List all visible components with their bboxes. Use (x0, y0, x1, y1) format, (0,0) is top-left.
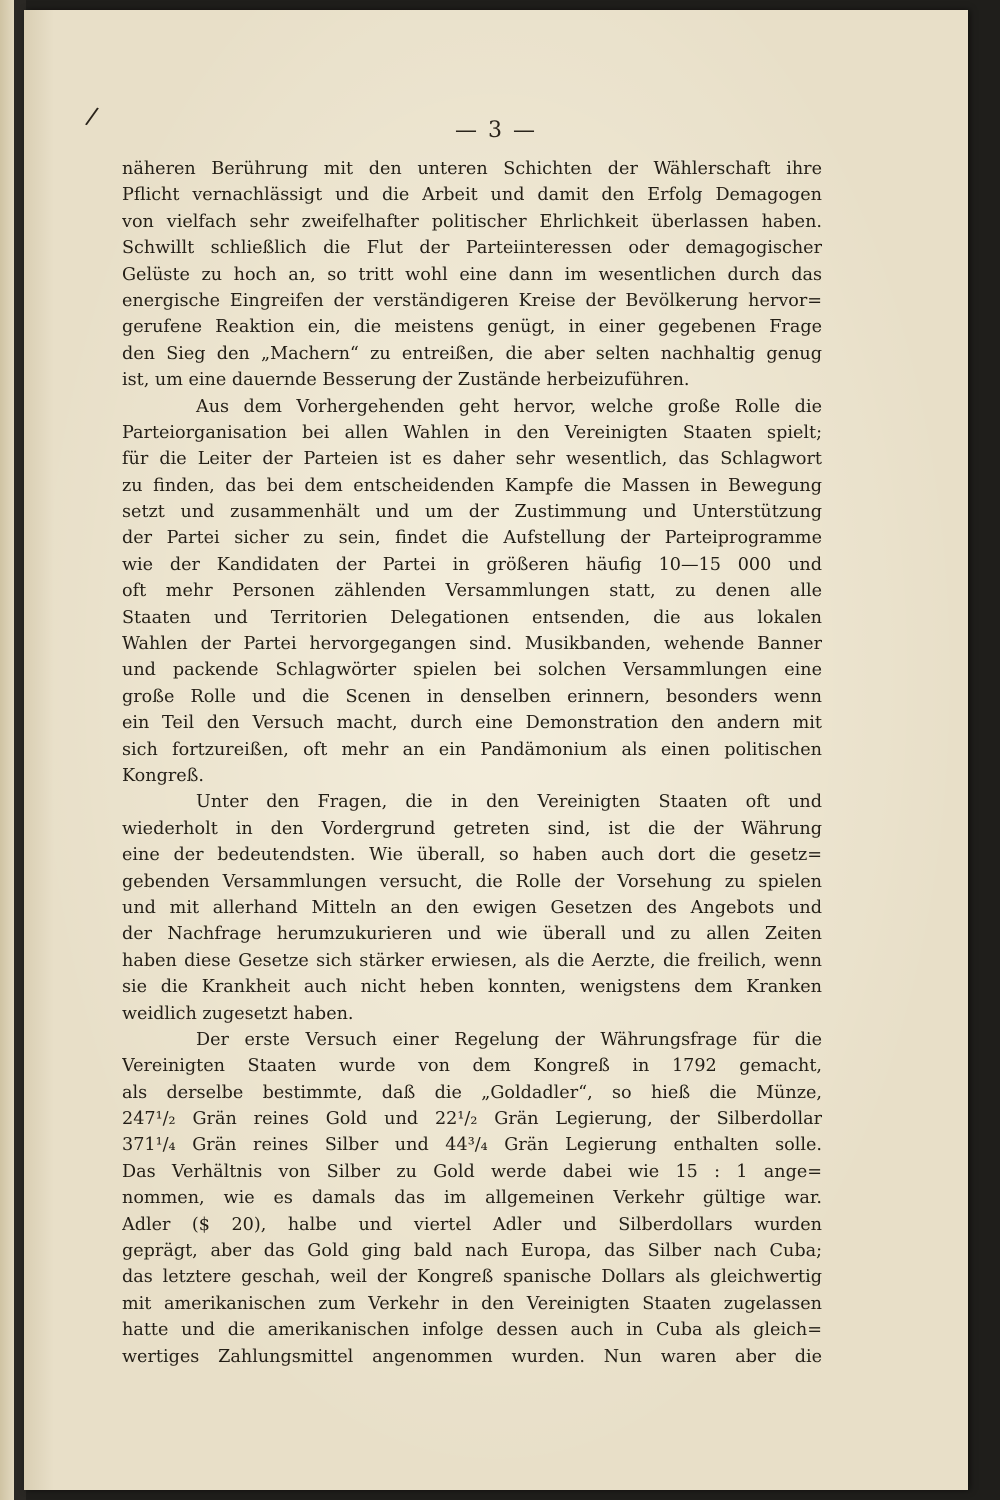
text-line: eine der bedeutendsten. Wie überall, so haben auch dort die gesetz= (122, 845, 822, 866)
text-line: Aus dem Vorhergehenden geht hervor, welche große Rolle die (196, 396, 822, 417)
body-text (122, 156, 822, 1370)
text-line: Schwillt schließlich die Flut der Parteiinteressen oder demagogischer (122, 238, 822, 259)
text-line: wiederholt in den Vordergrund getreten sind, ist die der Währung (122, 818, 822, 839)
text-line: große Rolle und die Scenen in denselben erinnern, besonders wenn (122, 686, 822, 707)
text-line: energische Eingreifen der verständigeren Kreise der Bevölkerung hervor= (122, 290, 822, 311)
text-line: gerufene Reaktion ein, die meistens genügt, in einer gegebenen Frage (122, 317, 822, 338)
text-line: oft mehr Personen zählenden Versammlungen statt, zu denen alle (122, 581, 822, 602)
text-line: Vereinigten Staaten wurde von dem Kongreß in 1792 gemacht, (122, 1056, 822, 1077)
text-line: mit amerikanischen zum Verkehr in den Vereinigten Staaten zugelassen (122, 1293, 822, 1314)
text-line: Kongreß. (122, 765, 205, 786)
text-line: Wahlen der Partei hervorgegangen sind. Musikbanden, wehende Banner (122, 634, 822, 655)
paragraph-2 (122, 394, 822, 790)
text-line: und packende Schlagwörter spielen bei solchen Versammlungen eine (122, 660, 822, 681)
text-line: weidlich zugesetzt haben. (122, 1003, 354, 1024)
text-line: Staaten und Territorien Delegationen entsenden, die aus lokalen (122, 607, 822, 628)
text-line: als derselbe bestimmte, daß die „Goldadler“, so hieß die Münze, (122, 1082, 822, 1103)
text-line: ein Teil den Versuch macht, durch eine Demonstration den andern mit (122, 713, 822, 734)
text-line: das letztere geschah, weil der Kongreß spanische Dollars als gleichwertig (122, 1267, 822, 1288)
text-line: haben diese Gesetze sich stärker erwiesen, als die Aerzte, die freilich, wenn (122, 950, 822, 971)
text-line: setzt und zusammenhält und um der Zustimmung und Unterstützung (122, 502, 822, 523)
text-line: Pflicht vernachlässigt und die Arbeit und damit den Erfolg Demagogen (122, 185, 822, 206)
text-line: von vielfach sehr zweifelhafter politischer Ehrlichkeit überlassen haben. (122, 211, 822, 232)
text-line: der Nachfrage herumzukurieren und wie überall und zu allen Zeiten (122, 924, 822, 945)
text-line: wertiges Zahlungsmittel angenommen wurden. Nun waren aber die (122, 1346, 822, 1367)
text-line: und mit allerhand Mitteln an den ewigen Gesetzen des Angebots und (122, 897, 822, 918)
text-line: Der erste Versuch einer Regelung der Währungsfrage für die (196, 1029, 822, 1050)
text-line: Parteiorganisation bei allen Wahlen in den Vereinigten Staaten spielt; (122, 422, 822, 443)
text-line: Adler ($ 20), halbe und viertel Adler und Silberdollars wurden (122, 1214, 822, 1235)
text-line: geprägt, aber das Gold ging bald nach Europa, das Silber nach Cuba; (122, 1241, 822, 1262)
paragraph-1 (122, 156, 822, 394)
document-page (24, 10, 968, 1490)
text-line: Das Verhältnis von Silber zu Gold werde dabei wie 15 : 1 ange= (122, 1161, 822, 1182)
text-line: wie der Kandidaten der Partei in größeren häufig 10—15 000 und (122, 554, 822, 575)
paragraph-4 (122, 1027, 822, 1370)
previous-page-edge (0, 0, 14, 1500)
text-line: ist, um eine dauernde Besserung der Zustände herbeizuführen. (122, 370, 690, 391)
text-line: der Partei sicher zu sein, findet die Aufstellung der Parteiprogramme (122, 528, 822, 549)
text-line: gebenden Versammlungen versucht, die Rolle der Vorsehung zu spielen (122, 871, 822, 892)
text-line: 371¹/₄ Grän reines Silber und 44³/₄ Grän Legierung enthalten solle. (122, 1135, 822, 1156)
page-number: — 3 — (455, 118, 537, 143)
text-line: sich fortzureißen, oft mehr an ein Pandämonium als einen politischen (122, 739, 822, 760)
pencil-mark: / (83, 101, 101, 131)
text-line: hatte und die amerikanischen infolge dessen auch in Cuba als gleich= (122, 1320, 822, 1341)
text-line: 247¹/₂ Grän reines Gold und 22¹/₂ Grän Legierung, der Silberdollar (122, 1109, 822, 1130)
text-line: Unter den Fragen, die in den Vereinigten Staaten oft und (196, 792, 822, 813)
text-line: näheren Berührung mit den unteren Schichten der Wählerschaft ihre (122, 159, 822, 179)
paragraph-3 (122, 789, 822, 1027)
text-line: nommen, wie es damals das im allgemeinen Verkehr gültige war. (122, 1188, 822, 1209)
text-line: sie die Krankheit auch nicht heben konnten, wenigstens dem Kranken (122, 977, 822, 998)
text-line: für die Leiter der Parteien ist es daher sehr wesentlich, das Schlagwort (122, 449, 822, 470)
text-line: den Sieg den „Machern“ zu entreißen, die aber selten nachhaltig genug (122, 343, 822, 364)
text-line: Gelüste zu hoch an, so tritt wohl eine dann im wesentlichen durch das (122, 264, 822, 285)
text-line: zu finden, das bei dem entscheidenden Kampfe die Massen in Bewegung (122, 475, 822, 496)
